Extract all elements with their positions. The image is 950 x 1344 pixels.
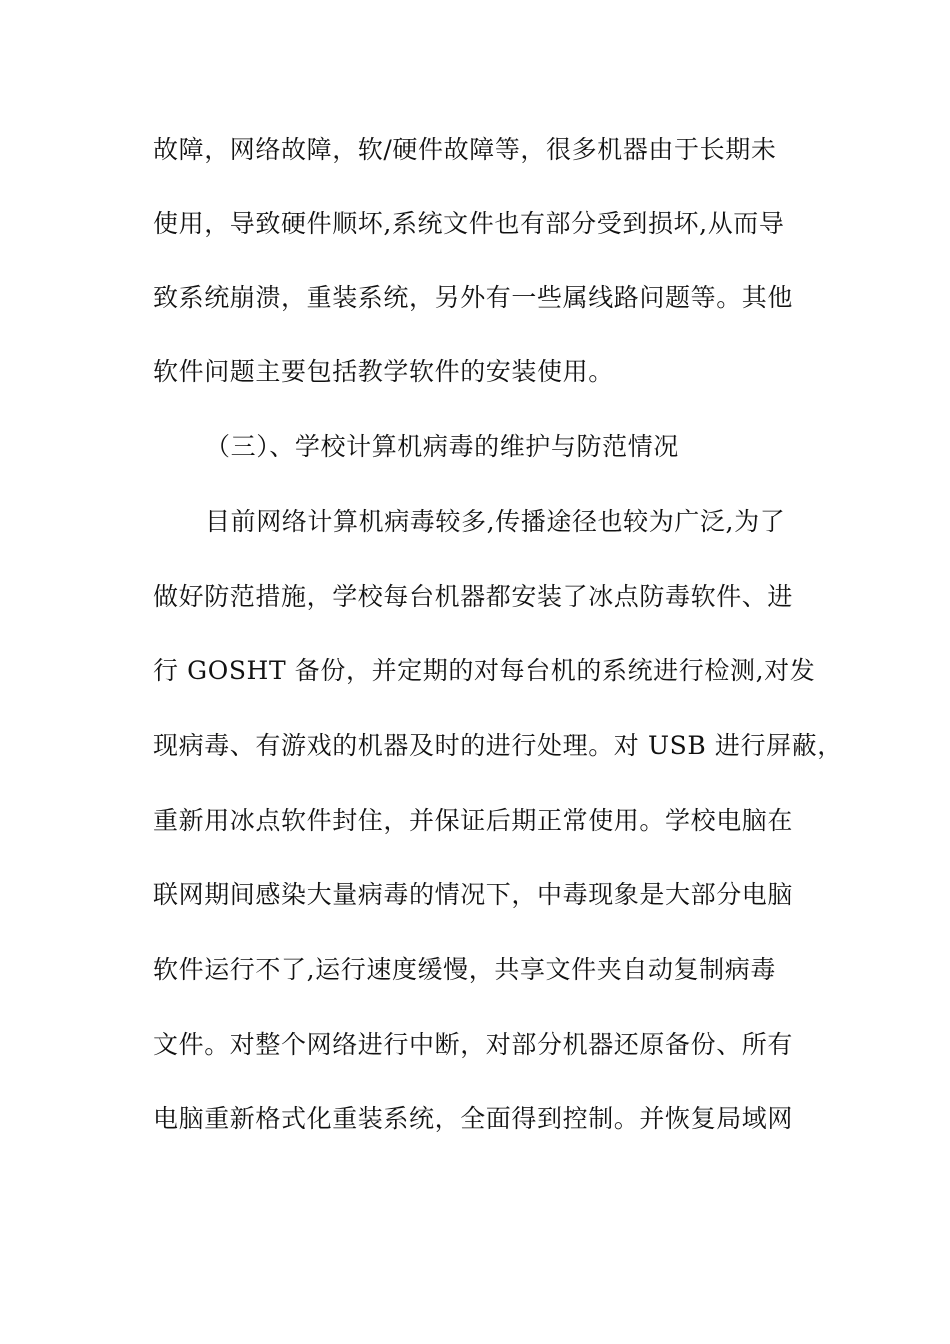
paragraph-line: 现病毒、有游戏的机器及时的进行处理。对 USB 进行屏蔽， (153, 731, 843, 760)
paragraph-line: 做好防范措施，学校每台机器都安装了冰点防毒软件、进 (153, 582, 794, 611)
paragraph-line: 重新用冰点软件封住，并保证后期正常使用。学校电脑在 (153, 806, 794, 835)
paragraph-line: 电脑重新格式化重装系统，全面得到控制。并恢复局域网 (153, 1104, 794, 1133)
paragraph-line: 软件问题主要包括教学软件的安装使用。 (153, 357, 614, 386)
paragraph-line: 目前网络计算机病毒较多,传播途径也较为广泛,为了 (205, 507, 786, 536)
paragraph-line: 软件运行不了,运行速度缓慢，共享文件夹自动复制病毒 (153, 955, 776, 984)
paragraph-line: 致系统崩溃，重装系统，另外有一些属线路问题等。其他 (153, 283, 794, 312)
paragraph-line: 联网期间感染大量病毒的情况下，中毒现象是大部分电脑 (153, 880, 794, 909)
paragraph-line: 故障，网络故障，软/硬件故障等，很多机器由于长期未 (153, 135, 777, 164)
section-heading: （三）、学校计算机病毒的维护与防范情况 (205, 432, 679, 461)
paragraph-line: 使用，导致硬件顺坏,系统文件也有部分受到损坏,从而导 (153, 209, 785, 238)
paragraph-line: 文件。对整个网络进行中断，对部分机器还原备份、所有 (153, 1030, 794, 1059)
paragraph-line: 行 GOSHT 备份，并定期的对每台机的系统进行检测,对发 (153, 656, 816, 685)
